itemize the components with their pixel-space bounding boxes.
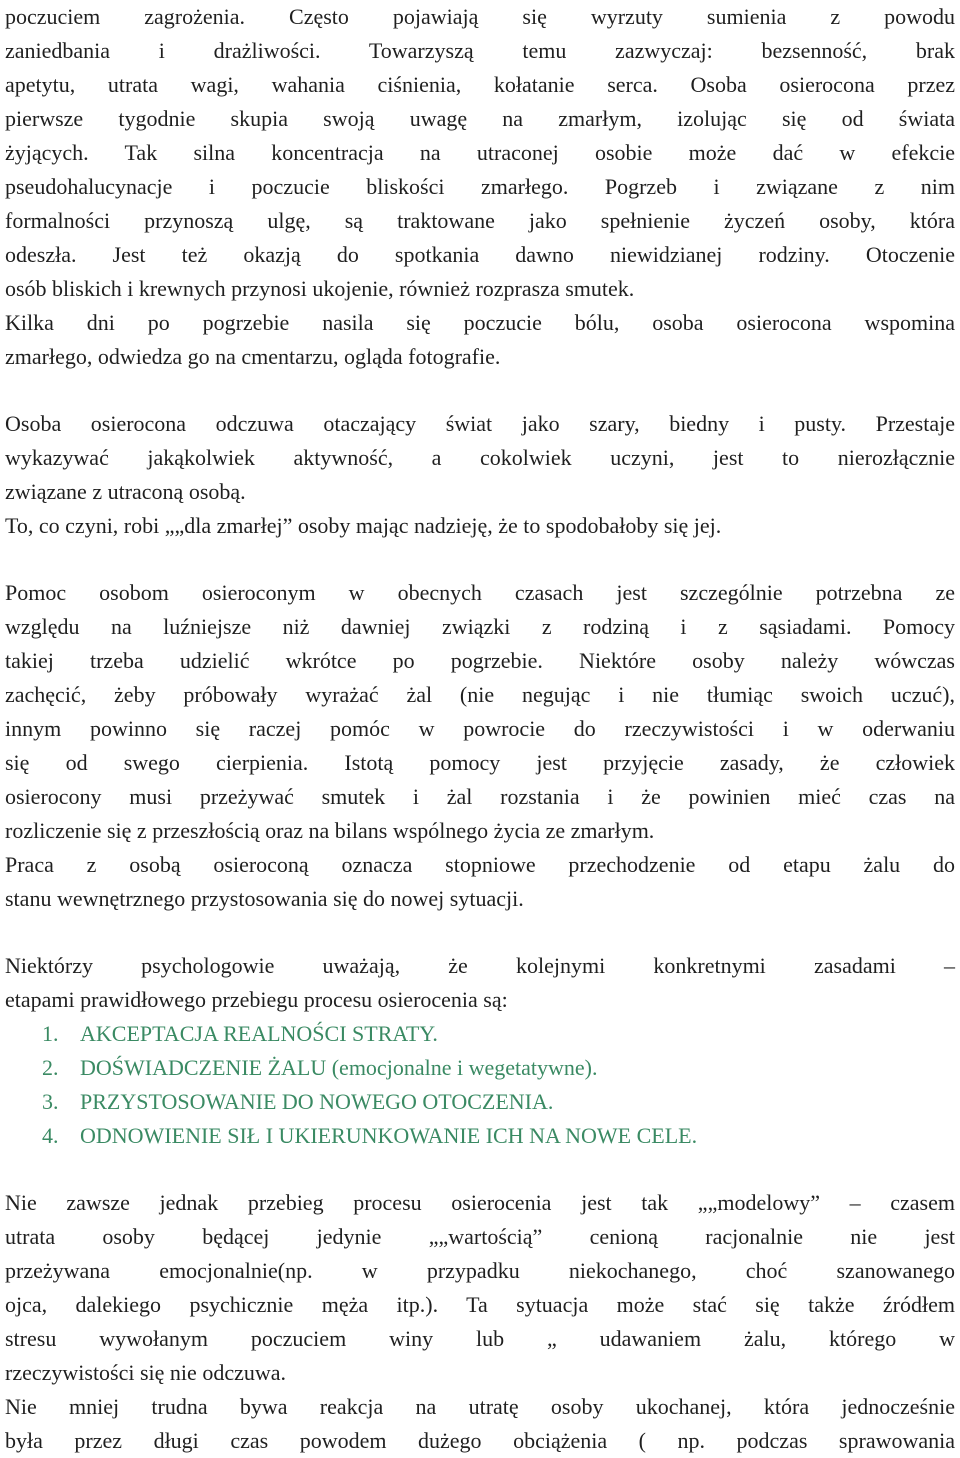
paragraph-gap [5,916,955,949]
text-line: osób bliskich i krewnych przynosi ukojenie, również rozprasza smutek. [5,276,635,301]
text-line: wykazywać jakąkolwiek aktywność, a cokolwiek uczyni, jest to nierozłącznie [5,445,955,470]
text-line: Praca z osobą osieroconą oznacza stopniowe przechodzenie od etapu żalu do [5,852,955,877]
text-line: Pomoc osobom osieroconym w obecnych czasach jest szczególnie potrzebna ze [5,580,955,605]
text-line: zachęcić, żeby próbowały wyrażać żal (nie negując i nie tłumiąc swoich uczuć), [5,682,955,707]
text-line: Nie mniej trudna bywa reakcja na utratę osoby ukochanej, która jednocześnie [5,1394,955,1419]
list-item-number: 1. [42,1021,59,1046]
text-line: względu na luźniejsze niż dawniej związki z rodziną i z sąsiadami. Pomocy [5,614,955,639]
text-line: żyjących. Tak silna koncentracja na utraconej osobie może dać w efekcie [5,140,955,165]
paragraph-grief-symptoms [5,0,955,374]
text-line: zaniedbania i drażliwości. Towarzyszą temu zazwyczaj: bezsenność, brak [5,38,955,63]
text-line: była przez długi czas powodem dużego obciążenia ( np. podczas sprawowania [5,1428,955,1453]
text-line: Osoba osierocona odczuwa otaczający świat jako szary, biedny i pusty. Przestaje [5,411,955,436]
paragraph-gap [5,374,955,407]
list-item-number: 2. [42,1055,59,1080]
list-item-text: DOŚWIADCZENIE ŻALU (emocjonalne i wegetatywne). [80,1055,598,1080]
text-line: rzeczywistości się nie odczuwa. [5,1360,286,1385]
list-item [5,1085,955,1119]
paragraph-gap [5,1153,955,1186]
text-line: utrata osoby będącej jedynie „„wartością” cenioną racjonalnie nie jest [5,1224,955,1249]
text-line: stanu wewnętrznego przystosowania się do nowej sytuacji. [5,886,524,911]
list-item [5,1017,955,1051]
text-line: apetytu, utrata wagi, wahania ciśnienia, kołatanie serca. Osoba osierocona przez [5,72,955,97]
text-line: pierwsze tygodnie skupia swoją uwagę na zmarłym, izolując się od świata [5,106,955,131]
list-item [5,1119,955,1153]
text-line: zmarłego, odwiedza go na cmentarzu, ogląda fotografie. [5,344,501,369]
text-line: Niektórzy psychologowie uważają, że kolejnymi konkretnymi zasadami – [5,953,955,978]
text-line: ojca, dalekiego psychicznie męża itp.). Ta sytuacja może stać się także źródłem [5,1292,955,1317]
text-line: Nie zawsze jednak przebieg procesu osierocenia jest tak „„modelowy” – czasem [5,1190,955,1215]
grief-stages-list [5,1017,955,1153]
paragraph-world-perception [5,407,955,543]
text-line: rozliczenie się z przeszłością oraz na bilans wspólnego życia ze zmarłym. [5,818,655,843]
paragraph-help-for-bereaved [5,576,955,916]
list-item-text: AKCEPTACJA REALNOŚCI STRATY. [80,1021,438,1046]
list-item-number: 4. [42,1123,59,1148]
text-line: stresu wywołanym poczuciem winy lub „ udawaniem żalu, którego w [5,1326,955,1351]
text-line: Kilka dni po pogrzebie nasila się poczucie bólu, osoba osierocona wspomina [5,310,955,335]
text-line: To, co czyni, robi „„dla zmarłej” osoby mając nadzieję, że to spodobałoby się jej. [5,513,722,538]
document-page [5,0,955,1458]
paragraph-atypical-grief [5,1186,955,1458]
list-item [5,1051,955,1085]
text-line: się od swego cierpienia. Istotą pomocy jest przyjęcie zasady, że człowiek [5,750,955,775]
paragraph-stages-intro [5,949,955,1017]
text-line: poczuciem zagrożenia. Często pojawiają się wyrzuty sumienia z powodu [5,4,955,29]
text-line: etapami prawidłowego przebiegu procesu osierocenia są: [5,987,508,1012]
text-line: takiej trzeba udzielić wkrótce po pogrzebie. Niektóre osoby należy wówczas [5,648,955,673]
text-line: związane z utraconą osobą. [5,479,246,504]
list-item-text: ODNOWIENIE SIŁ I UKIERUNKOWANIE ICH NA NOWE CELE. [80,1123,698,1148]
text-line: pseudohalucynacje i poczucie bliskości zmarłego. Pogrzeb i związane z nim [5,174,955,199]
text-line: odeszła. Jest też okazją do spotkania dawno niewidzianej rodziny. Otoczenie [5,242,955,267]
list-item-number: 3. [42,1089,59,1114]
text-line: formalności przynoszą ulgę, są traktowane jako spełnienie życzeń osoby, która [5,208,955,233]
text-line: osierocony musi przeżywać smutek i żal rozstania i że powinien mieć czas na [5,784,955,809]
text-line: przeżywana emocjonalnie(np. w przypadku niekochanego, choć szanowanego [5,1258,955,1283]
text-line: innym powinno się raczej pomóc w powrocie do rzeczywistości i w oderwaniu [5,716,955,741]
list-item-text: PRZYSTOSOWANIE DO NOWEGO OTOCZENIA. [80,1089,554,1114]
paragraph-gap [5,543,955,576]
